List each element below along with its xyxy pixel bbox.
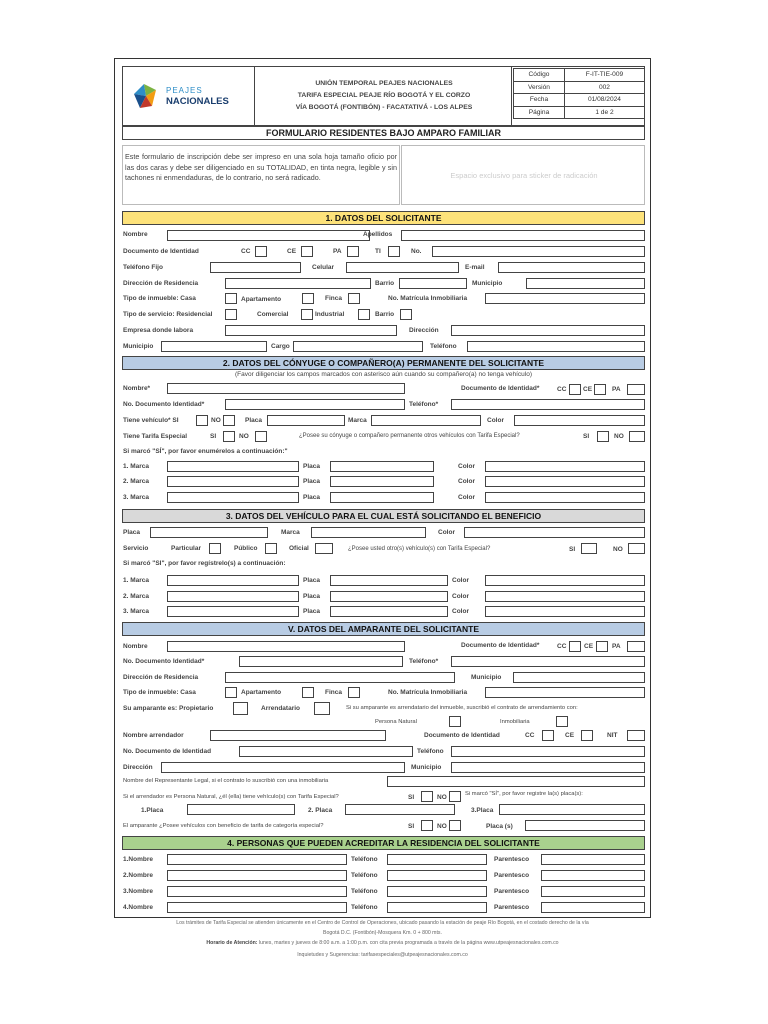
s5-propietario-checkbox[interactable] [233, 702, 248, 715]
form-title: FORMULARIO RESIDENTES BAJO AMPARO FAMILIAR [122, 126, 645, 140]
s5-nodoc-label: No. Documento Identidad* [123, 658, 205, 665]
barrio-label: Barrio [375, 280, 395, 287]
meta-label: Página [514, 106, 565, 119]
s5-tipoinm-label: Tipo de inmueble: Casa [123, 689, 196, 696]
s3-row3-marca-input[interactable] [167, 606, 299, 617]
s3-particular-label: Particular [171, 545, 201, 552]
s3-row2-placa-input[interactable] [330, 591, 448, 602]
s5-arrendatario-checkbox[interactable] [314, 702, 330, 715]
s5-placa1-label: 1.Placa [141, 807, 164, 814]
s2-preg-si-label: SI [583, 433, 590, 440]
s4-row3-nombre-label: 3.Nombre [123, 888, 153, 895]
barrio2-label: Barrio [375, 311, 395, 318]
s5-sa-si-checkbox[interactable] [421, 791, 433, 802]
meta-row [514, 106, 645, 119]
s2-tarifa-label: Tiene Tarifa Especial [123, 433, 188, 440]
meta-value: 002 [564, 81, 644, 94]
municipio2-input[interactable] [161, 341, 267, 352]
s5-tel-input[interactable] [451, 656, 645, 667]
s2-veh-si-checkbox[interactable] [196, 415, 208, 426]
s5-nodoc-input[interactable] [239, 656, 403, 667]
s2-veh-label: Tiene vehículo* SI [123, 417, 179, 424]
s4-row2-nombre-input[interactable] [167, 870, 347, 881]
s2-doc-label: Documento de Identidad* [461, 385, 540, 392]
s5-placa3-input[interactable] [499, 804, 645, 815]
s4-row3-nombre-input[interactable] [167, 886, 347, 897]
s2-ce-label: CE [583, 386, 593, 393]
s2-row1-marca-label: 1. Marca [123, 463, 150, 470]
s5-nombre-label: Nombre [123, 643, 148, 650]
s2-color-label: Color [487, 417, 504, 424]
tel-fijo-label: Teléfono Fijo [123, 264, 163, 271]
s5-inmobiliaria-checkbox[interactable] [556, 716, 568, 727]
s3-placa-label: Placa [123, 529, 140, 536]
meta-row [514, 81, 645, 94]
footer-line-4: Inquietudes y Sugerencias: tarifasespeciales@utpeajesnacionales.com.co [297, 952, 468, 958]
s5-apto-checkbox[interactable] [302, 687, 314, 698]
footer-hours-text: lunes, martes y jueves de 8:00 a.m. a 1:00 p.m. con cita previa programada a través de la página www.utpeajesnacionales.com.co [257, 940, 559, 946]
s2-row2-marca-label: 2. Marca [123, 478, 150, 485]
municipio-input[interactable] [526, 278, 645, 289]
s3-row3-marca-label: 3. Marca [123, 608, 150, 615]
s3-servicio-label: Servicio [123, 545, 149, 552]
cc-checkbox[interactable] [255, 246, 267, 257]
section-4-title: 4. PERSONAS QUE PUEDEN ACREDITAR LA RESIDENCIA DEL SOLICITANTE [122, 836, 645, 850]
s5-cc-label: CC [557, 643, 567, 650]
s2-tarifa-no-checkbox[interactable] [255, 431, 267, 442]
tel-fijo-input[interactable] [210, 262, 301, 273]
meta-label: Versión [514, 81, 565, 94]
s2-simarco-label: Si marcó "SÍ", por favor enumérelos a continuación:" [123, 448, 288, 455]
s5-ce2-checkbox[interactable] [581, 730, 593, 741]
comercial-checkbox[interactable] [301, 309, 313, 320]
s2-row1-color-label: Color [458, 463, 475, 470]
s5-simarco-label: Si marcó "SÍ", por favor registre la(s) placa(s): [465, 791, 583, 797]
s4-row2-par-label: Parentesco [494, 872, 530, 879]
s2-tel-label: Teléfono* [409, 401, 439, 408]
meta-row [514, 69, 645, 82]
s3-color-label: Color [438, 529, 455, 536]
ce-checkbox[interactable] [301, 246, 313, 257]
s5-direccion-input[interactable] [161, 762, 405, 773]
s5-pa-checkbox[interactable] [627, 641, 645, 652]
section-1-title: 1. DATOS DEL SOLICITANTE [122, 211, 645, 225]
s4-row1-nombre-label: 1.Nombre [123, 856, 153, 863]
logo-icon [130, 80, 160, 112]
s3-publico-checkbox[interactable] [265, 543, 277, 554]
s2-row2-placa-input[interactable] [330, 476, 434, 487]
s2-tarifa-no-label: NO [239, 433, 249, 440]
s2-pa-checkbox[interactable] [627, 384, 645, 395]
s3-row3-placa-input[interactable] [330, 606, 448, 617]
s2-row3-marca-input[interactable] [167, 492, 299, 503]
s2-placa-label: Placa [245, 417, 262, 424]
s2-row2-placa-label: Placa [303, 478, 320, 485]
s2-marca-label: Marca [348, 417, 367, 424]
s5-direccion-label: Dirección [123, 764, 153, 771]
footer-hours-label: Horario de Atención: [206, 940, 258, 946]
s5-pc-no-label: NO [437, 823, 447, 830]
s2-color-input[interactable] [514, 415, 645, 426]
pa-checkbox[interactable] [347, 246, 359, 257]
s5-municipio-input[interactable] [513, 672, 645, 683]
barrio2-checkbox[interactable] [400, 309, 412, 320]
s3-row3-color-label: Color [452, 608, 469, 615]
s3-particular-checkbox[interactable] [209, 543, 221, 554]
s3-row2-marca-label: 2. Marca [123, 593, 150, 600]
section-2-note: (Favor diligenciar los campos marcados con asterisco aún cuando su compañero(a) no tenga vehículo) [235, 371, 532, 378]
matricula-label: No. Matrícula Inmobiliaria [388, 295, 468, 302]
casa-checkbox[interactable] [225, 293, 237, 304]
s5-inmobiliaria-label: Inmobiliaria [500, 719, 530, 725]
s5-nodoc2-input[interactable] [239, 746, 413, 757]
footer-line-1: Los trámites de Tarifa Especial se atienden únicamente en el Centro de Control de Operaciones, ubicado pasando la estación de peaje Río Bogotá, en el costado derecho de la vía [176, 920, 589, 926]
s5-doc-label: Documento de Identidad* [461, 642, 540, 649]
pa-label: PA [333, 248, 342, 255]
s4-row2-tel-input[interactable] [387, 870, 487, 881]
s4-row1-tel-label: Teléfono [351, 856, 378, 863]
s2-pregunta-label: ¿Posee su cónyuge o compañero permanente otros vehículos con Tarifa Especial? [299, 433, 520, 439]
s5-arrendatario-label: Arrendatario [261, 705, 301, 712]
telefono-label: Teléfono [430, 343, 457, 350]
s5-preguntacat-label: El amparante ¿Posee vehículos con beneficio de tarifa de categoría especial? [123, 823, 324, 829]
s2-row2-color-input[interactable] [485, 476, 645, 487]
s4-row1-par-label: Parentesco [494, 856, 530, 863]
s3-row3-placa-label: Placa [303, 608, 320, 615]
s4-row4-nombre-label: 4.Nombre [123, 904, 153, 911]
doc-no-label: No. [411, 248, 422, 255]
s2-row2-marca-input[interactable] [167, 476, 299, 487]
meta-value: 01/08/2024 [564, 94, 644, 107]
s3-simarco-label: Si marcó "SI", por favor regístrelo(s) a continuación: [123, 560, 286, 567]
s3-row2-color-label: Color [452, 593, 469, 600]
s4-row3-par-label: Parentesco [494, 888, 530, 895]
s3-pregunta-label: ¿Posee usted otro(s) vehículo(s) con Tarifa Especial? [348, 546, 491, 552]
s5-cc2-label: CC [525, 732, 535, 739]
s2-row3-color-input[interactable] [485, 492, 645, 503]
sticker-area [401, 145, 645, 205]
sticker-note: Espacio exclusivo para sticker de radicación [450, 171, 598, 180]
apto-label: Apartamento [241, 296, 282, 303]
org-info [256, 66, 512, 126]
s5-sa-no-checkbox[interactable] [449, 791, 461, 802]
s5-placas-input[interactable] [525, 820, 645, 831]
s4-row1-par-input[interactable] [541, 854, 645, 865]
s2-row2-color-label: Color [458, 478, 475, 485]
s2-row3-marca-label: 3. Marca [123, 494, 150, 501]
s5-matricula-input[interactable] [485, 687, 645, 698]
s5-ce-label: CE [584, 643, 594, 650]
apto-checkbox[interactable] [302, 293, 314, 304]
s2-nombre-input[interactable] [167, 383, 405, 394]
logo-cell [122, 66, 255, 126]
s5-finca-checkbox[interactable] [348, 687, 360, 698]
s5-cc-checkbox[interactable] [569, 641, 581, 652]
s5-ce2-label: CE [565, 732, 575, 739]
meta-label: Fecha [514, 94, 565, 107]
s3-row2-marca-input[interactable] [167, 591, 299, 602]
s3-row1-marca-label: 1. Marca [123, 577, 150, 584]
ce-label: CE [287, 248, 297, 255]
comercial-label: Comercial [257, 311, 289, 318]
s2-row3-placa-input[interactable] [330, 492, 434, 503]
s5-replegal-input[interactable] [387, 776, 645, 787]
s2-preg-si-checkbox[interactable] [597, 431, 609, 442]
s4-row4-tel-label: Teléfono [351, 904, 378, 911]
s3-marca-label: Marca [281, 529, 300, 536]
s5-nombre-input[interactable] [167, 641, 405, 652]
meta-row [514, 94, 645, 107]
s5-persona-label: Persona Natural [375, 719, 417, 725]
s5-dir-label: Dirección de Residencia [123, 674, 199, 681]
s4-row1-tel-input[interactable] [387, 854, 487, 865]
s5-apto-label: Apartamento [241, 689, 282, 696]
s2-tarifa-si-label: SI [210, 433, 217, 440]
s5-nit-label: NIT [607, 732, 618, 739]
finca-checkbox[interactable] [348, 293, 360, 304]
s2-cc-label: CC [557, 386, 567, 393]
s4-row3-tel-label: Teléfono [351, 888, 378, 895]
s5-siarrendador-label: Si el arrendador es Persona Natural, ¿él (ella) tiene vehículo(s) con Tarifa Especial? [123, 794, 339, 800]
s5-placa2-label: 2. Placa [308, 807, 333, 814]
footer-line-3 [114, 940, 651, 946]
s3-row3-color-input[interactable] [485, 606, 645, 617]
empresa-input[interactable] [225, 325, 397, 336]
s5-pa-label: PA [612, 643, 621, 650]
doc-label: Documento de Identidad [123, 248, 199, 255]
s5-tel2-input[interactable] [451, 746, 645, 757]
s4-row4-par-input[interactable] [541, 902, 645, 913]
s5-matricula-label: No. Matrícula Inmobiliaria [388, 689, 468, 696]
s5-tel-label: Teléfono* [409, 658, 439, 665]
s3-no-checkbox[interactable] [628, 543, 645, 554]
s4-row4-nombre-input[interactable] [167, 902, 347, 913]
direccion-label: Dirección [409, 327, 439, 334]
apellidos-label: Apellidos [363, 231, 393, 238]
s4-row2-par-input[interactable] [541, 870, 645, 881]
meta-value: 1 de 2 [564, 106, 644, 119]
s5-nodoc2-label: No. Documento de Identidad [123, 748, 212, 755]
industrial-checkbox[interactable] [358, 309, 370, 320]
s5-finca-label: Finca [325, 689, 342, 696]
s2-row1-placa-input[interactable] [330, 461, 434, 472]
municipio2-label: Municipio [123, 343, 154, 350]
direccion-input[interactable] [451, 325, 645, 336]
s2-row1-marca-input[interactable] [167, 461, 299, 472]
s4-row1-nombre-input[interactable] [167, 854, 347, 865]
s3-oficial-label: Oficial [289, 545, 309, 552]
s3-publico-label: Público [234, 545, 258, 552]
celular-input[interactable] [346, 262, 459, 273]
apellidos-input[interactable] [401, 230, 645, 241]
s2-preg-no-checkbox[interactable] [629, 431, 645, 442]
s3-placa-input[interactable] [150, 527, 268, 538]
s5-casa-checkbox[interactable] [225, 687, 237, 698]
s3-row2-placa-label: Placa [303, 593, 320, 600]
footer-line-2: Bogotá D.C. (Fontibón)-Mosquera Km. 0 + 800 mts. [323, 930, 442, 936]
section-3-title: 3. DATOS DEL VEHÍCULO PARA EL CUAL ESTÁ SOLICITANDO EL BENEFICIO [122, 509, 645, 523]
ti-checkbox[interactable] [388, 246, 400, 257]
s2-pa-label: PA [612, 386, 621, 393]
cc-label: CC [241, 248, 251, 255]
s5-pc-no-checkbox[interactable] [449, 820, 461, 831]
s2-veh-no-label: NO [211, 417, 221, 424]
s5-dir-input[interactable] [225, 672, 455, 683]
tipo-inm-label: Tipo de inmueble: Casa [123, 295, 196, 302]
s5-tel2-label: Teléfono [417, 748, 444, 755]
s5-persona-checkbox[interactable] [449, 716, 461, 727]
telefono-input[interactable] [467, 341, 645, 352]
s5-sa-no-label: NO [437, 794, 447, 801]
doc-number-input[interactable] [432, 246, 645, 257]
s5-nombrearr-label: Nombre arrendador [123, 732, 184, 739]
dir-label: Dirección de Residencia [123, 280, 199, 287]
s5-cc2-checkbox[interactable] [542, 730, 554, 741]
s3-color-input[interactable] [464, 527, 645, 538]
s5-doc2-label: Documento de Identidad [424, 732, 500, 739]
meta-label: Código [514, 69, 565, 82]
s3-row1-marca-input[interactable] [167, 575, 299, 586]
s5-placas-label: Placa (s) [486, 823, 513, 830]
s3-oficial-checkbox[interactable] [315, 543, 333, 554]
s3-row1-color-input[interactable] [485, 575, 645, 586]
nombre-label: Nombre [123, 231, 148, 238]
residencial-checkbox[interactable] [225, 309, 237, 320]
s2-preg-no-label: NO [614, 433, 624, 440]
empresa-label: Empresa donde labora [123, 327, 194, 334]
s2-row1-color-input[interactable] [485, 461, 645, 472]
s3-row1-placa-input[interactable] [330, 575, 448, 586]
s2-row3-color-label: Color [458, 494, 475, 501]
s2-tel-input[interactable] [451, 399, 645, 410]
s4-row4-par-label: Parentesco [494, 904, 530, 911]
s2-cc-checkbox[interactable] [569, 384, 581, 395]
org-line-1: UNIÓN TEMPORAL PEAJES NACIONALES [315, 80, 453, 87]
matricula-input[interactable] [485, 293, 645, 304]
instructions: Este formulario de inscripción debe ser impreso en una sola hoja tamaño oficio por las dos caras y debe ser diligenciado en su TOTALIDAD, en tinta negra, legible y sin tachones ni enmendaduras, de lo contrario, no será radicado. [122, 145, 400, 205]
s4-row2-tel-label: Teléfono [351, 872, 378, 879]
cargo-label: Cargo [271, 343, 290, 350]
s3-row1-color-label: Color [452, 577, 469, 584]
barrio-input[interactable] [399, 278, 467, 289]
cargo-input[interactable] [293, 341, 423, 352]
s5-placa2-input[interactable] [345, 804, 455, 815]
industrial-label: Industrial [315, 311, 345, 318]
celular-label: Celular [312, 264, 335, 271]
s2-row3-placa-label: Placa [303, 494, 320, 501]
s5-siarr-label: Si su amparante es arrendatario del inmueble, suscribió el contrato de arrendamiento con: [346, 705, 578, 711]
s5-pc-si-label: SI [408, 823, 415, 830]
s3-row2-color-input[interactable] [485, 591, 645, 602]
s2-veh-no-checkbox[interactable] [223, 415, 235, 426]
dir-input[interactable] [225, 278, 371, 289]
municipio-label: Municipio [472, 280, 503, 287]
s4-row2-nombre-label: 2.Nombre [123, 872, 153, 879]
s5-placa1-input[interactable] [187, 804, 295, 815]
s5-ce-checkbox[interactable] [596, 641, 608, 652]
s2-tarifa-si-checkbox[interactable] [223, 431, 235, 442]
s3-no-label: NO [613, 546, 623, 553]
nombre-input[interactable] [167, 230, 370, 241]
s3-si-label: SI [569, 546, 576, 553]
s4-row4-tel-input[interactable] [387, 902, 487, 913]
email-label: E-mail [465, 264, 485, 271]
email-input[interactable] [498, 262, 645, 273]
s5-municipio2-label: Municipio [411, 764, 442, 771]
s5-sa-si-label: SI [408, 794, 415, 801]
s3-row1-placa-label: Placa [303, 577, 320, 584]
s5-replegal-label: Nombre del Representante Legal, si el contrato lo suscribió con una inmobiliaria [123, 778, 329, 784]
section-2-title: 2. DATOS DEL CÓNYUGE O COMPAÑERO(A) PERMANENTE DEL SOLICITANTE [122, 356, 645, 370]
s2-placa-input[interactable] [267, 415, 345, 426]
finca-label: Finca [325, 295, 342, 302]
tipo-serv-label: Tipo de servicio: Residencial [123, 311, 213, 318]
s2-row1-placa-label: Placa [303, 463, 320, 470]
s2-nombre-label: Nombre* [123, 385, 151, 392]
logo-text-top: PEAJES [166, 86, 203, 95]
logo-text-bottom: NACIONALES [166, 96, 229, 107]
section-5-title: V. DATOS DEL AMPARANTE DEL SOLICITANTE [122, 622, 645, 636]
s2-ce-checkbox[interactable] [594, 384, 606, 395]
s3-marca-input[interactable] [311, 527, 426, 538]
ti-label: TI [375, 248, 381, 255]
org-line-3: VÍA BOGOTÁ (FONTIBÓN) - FACATATIVÁ - LOS ALPES [295, 104, 473, 111]
s5-nit-checkbox[interactable] [627, 730, 645, 741]
s5-municipio2-input[interactable] [451, 762, 645, 773]
doc-meta-table [513, 68, 645, 119]
s5-pc-si-checkbox[interactable] [421, 820, 433, 831]
s5-municipio-label: Municipio [471, 674, 502, 681]
s5-nombrearr-input[interactable] [210, 730, 386, 741]
s2-marca-input[interactable] [371, 415, 481, 426]
s5-amparante-label: Su amparante es: Propietario [123, 705, 214, 712]
s2-nodoc-label: No. Documento Identidad* [123, 401, 205, 408]
s5-placa3-label: 3.Placa [471, 807, 494, 814]
org-line-2: TARIFA ESPECIAL PEAJE RÍO BOGOTÁ Y EL CORZO [297, 92, 471, 99]
s2-nodoc-input[interactable] [225, 399, 405, 410]
s3-si-checkbox[interactable] [581, 543, 597, 554]
form-page [114, 58, 651, 918]
s4-row3-par-input[interactable] [541, 886, 645, 897]
s4-row3-tel-input[interactable] [387, 886, 487, 897]
meta-value: F-IT-TIE-009 [564, 69, 644, 82]
